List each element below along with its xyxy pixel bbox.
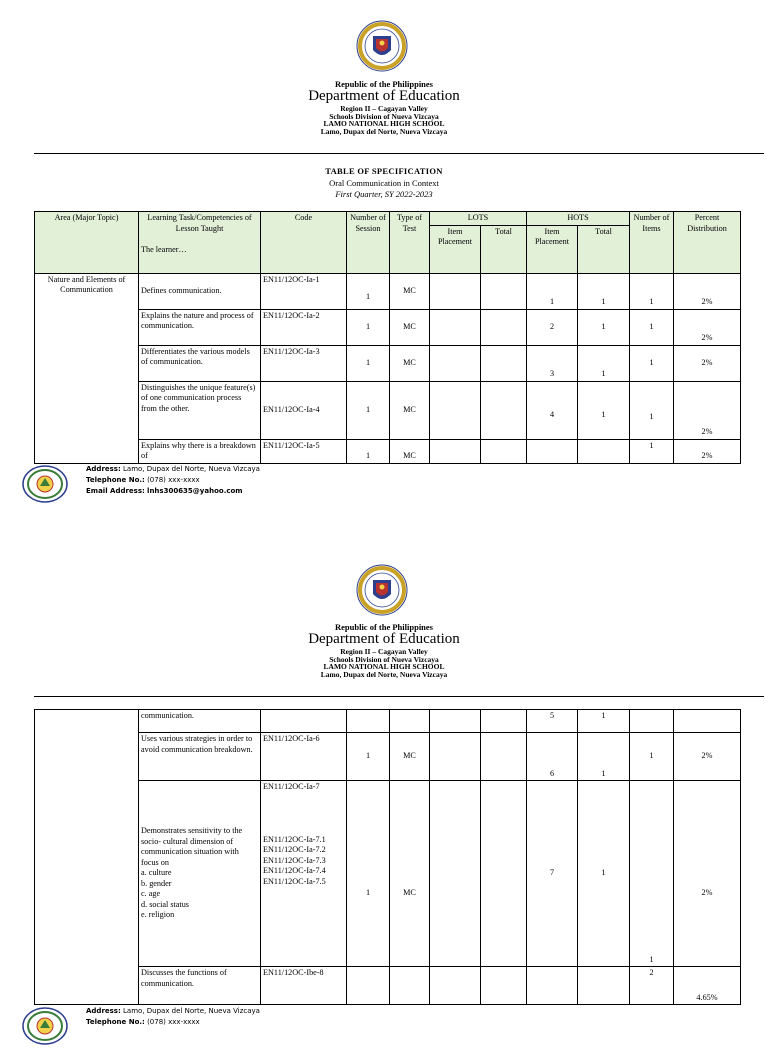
col-learning: Learning Task/Competencies of Lesson Taught The learner…	[139, 212, 261, 274]
hots-total-cell: 1	[578, 309, 630, 345]
session-cell: 1	[347, 309, 390, 345]
school-address: Lamo, Dupax del Norte, Nueva Vizcaya	[320, 127, 448, 137]
lots-total-cell	[481, 273, 527, 309]
footer-phone: Telephone No.: (078) xxx-xxxx	[86, 476, 200, 484]
hots-item-placement: Item Placement	[527, 225, 578, 273]
percent-cell: 2%	[674, 345, 741, 381]
code-cell	[261, 710, 347, 733]
deped-seal-icon	[356, 564, 408, 616]
lots-total-cell	[481, 345, 527, 381]
col-items: Number of Items	[630, 212, 674, 274]
session-cell	[347, 710, 390, 733]
lots-placement-cell	[430, 381, 481, 439]
area-cell: Nature and Elements of Communication	[35, 273, 139, 463]
area-cell	[35, 710, 139, 1005]
task-cell: Discusses the functions of communication.	[139, 967, 261, 1005]
code-cell: EN11/12OC-Ia-6	[261, 733, 347, 781]
footer-email: Email Address: lnhs300635@yahoo.com	[86, 487, 243, 495]
lots-total-cell	[481, 381, 527, 439]
col-lots: LOTS	[430, 212, 527, 226]
table-row	[35, 967, 741, 1005]
lots-total-cell	[481, 710, 527, 733]
task-cell: Defines communication.	[139, 273, 261, 309]
hots-placement-cell	[527, 967, 578, 1005]
code-cell: EN11/12OC-Ia-2	[261, 309, 347, 345]
percent-cell: 2%	[674, 309, 741, 345]
table-row	[35, 439, 741, 463]
col-code: Code	[261, 212, 347, 274]
hots-placement-cell: 3	[527, 345, 578, 381]
footer	[22, 1006, 522, 1048]
tos-period: First Quarter, SY 2022-2023	[335, 189, 433, 199]
lots-placement-cell	[430, 710, 481, 733]
col-percent: Percent Distribution	[674, 212, 741, 274]
percent-cell: 2%	[674, 381, 741, 439]
col-area: Area (Major Topic)	[35, 212, 139, 274]
percent-cell: 2%	[674, 273, 741, 309]
table-row	[35, 345, 741, 381]
task-cell: Differentiates the various models of communication.	[139, 345, 261, 381]
tos-subject: Oral Communication in Context	[329, 177, 439, 188]
hots-placement-cell: 2	[527, 309, 578, 345]
lots-placement-cell	[430, 309, 481, 345]
footer-address: Address: Lamo, Dupax del Norte, Nueva Vizcaya	[86, 465, 260, 473]
session-cell: 1	[347, 733, 390, 781]
lots-total-cell	[481, 967, 527, 1005]
hots-total-cell	[578, 439, 630, 463]
type-cell: MC	[390, 309, 430, 345]
division-label: Schools Division of Nueva Vizcaya	[329, 111, 439, 121]
percent-cell	[674, 710, 741, 733]
code-cell: EN11/12OC-Ibe-8	[261, 967, 347, 1005]
hots-total-cell: 1	[578, 710, 630, 733]
lots-placement-cell	[430, 273, 481, 309]
lots-placement-cell	[430, 733, 481, 781]
lots-total-cell	[481, 309, 527, 345]
table-row	[35, 309, 741, 345]
lots-item-placement: Item Placement	[430, 225, 481, 273]
items-cell: 1	[630, 733, 674, 781]
percent-cell: 2%	[674, 781, 741, 967]
type-cell: MC	[390, 733, 430, 781]
session-cell: 1	[347, 345, 390, 381]
lots-placement-cell	[430, 439, 481, 463]
deped-seal-icon	[356, 20, 408, 72]
hots-total: Total	[578, 225, 630, 273]
session-cell: 1	[347, 381, 390, 439]
hots-total-cell: 1	[578, 273, 630, 309]
task-cell: Distinguishes the unique feature(s) of one communication process from the other.	[139, 381, 261, 439]
footer	[22, 464, 522, 506]
school-logo-icon	[22, 1006, 68, 1046]
specification-table	[34, 211, 741, 464]
items-cell: 1	[630, 345, 674, 381]
code-cell: EN11/12OC-Ia-1	[261, 273, 347, 309]
items-cell: 1	[630, 439, 674, 463]
hots-total-cell: 1	[578, 381, 630, 439]
items-cell: 1	[630, 781, 674, 967]
hots-placement-cell	[527, 439, 578, 463]
code-cell: EN11/12OC-Ia-4	[261, 381, 347, 439]
hots-placement-cell: 1	[527, 273, 578, 309]
header-divider	[34, 696, 764, 697]
hots-total-cell: 1	[578, 733, 630, 781]
col-hots: HOTS	[527, 212, 630, 226]
lots-total: Total	[481, 225, 527, 273]
footer-address: Address: Lamo, Dupax del Norte, Nueva Vizcaya	[86, 1007, 260, 1015]
region-label: Region II – Cagayan Valley	[340, 103, 428, 113]
footer-phone: Telephone No.: (078) xxx-xxxx	[86, 1018, 200, 1026]
school-name: LAMO NATIONAL HIGH SCHOOL	[323, 662, 445, 672]
code-cell: EN11/12OC-Ia-3	[261, 345, 347, 381]
table-row	[35, 781, 741, 967]
type-cell: MC	[390, 381, 430, 439]
type-cell: MC	[390, 345, 430, 381]
type-cell	[390, 710, 430, 733]
specification-table-continued	[34, 709, 741, 1005]
type-cell: MC	[390, 439, 430, 463]
hots-placement-cell: 5	[527, 710, 578, 733]
school-logo-icon	[22, 464, 68, 504]
republic-label: Republic of the Philippines	[334, 622, 433, 632]
school-address: Lamo, Dupax del Norte, Nueva Vizcaya	[320, 670, 448, 680]
session-cell: 1	[347, 781, 390, 967]
items-cell: 1	[630, 381, 674, 439]
type-cell: MC	[390, 781, 430, 967]
lots-total-cell	[481, 781, 527, 967]
tos-title: TABLE OF SPECIFICATION	[325, 166, 443, 176]
page-2	[0, 512, 768, 1024]
percent-cell: 4.65%	[674, 967, 741, 1005]
percent-cell: 2%	[674, 733, 741, 781]
col-type: Type of Test	[390, 212, 430, 274]
items-cell: 2	[630, 967, 674, 1005]
region-label: Region II – Cagayan Valley	[340, 646, 428, 656]
hots-total-cell: 1	[578, 781, 630, 967]
lots-total-cell	[481, 439, 527, 463]
department-title: Department of Education	[308, 87, 460, 104]
lots-placement-cell	[430, 345, 481, 381]
col-sessions: Number of Session	[347, 212, 390, 274]
session-cell: 1	[347, 439, 390, 463]
type-cell: MC	[390, 273, 430, 309]
code-cell: EN11/12OC-Ia-5	[261, 439, 347, 463]
hots-placement-cell: 7	[527, 781, 578, 967]
items-cell: 1	[630, 309, 674, 345]
hots-placement-cell: 6	[527, 733, 578, 781]
percent-cell: 2%	[674, 439, 741, 463]
hots-placement-cell: 4	[527, 381, 578, 439]
table-row	[35, 273, 741, 309]
items-cell	[630, 710, 674, 733]
page-1	[0, 0, 768, 512]
session-cell	[347, 967, 390, 1005]
hots-total-cell	[578, 967, 630, 1005]
lots-placement-cell	[430, 967, 481, 1005]
lots-total-cell	[481, 733, 527, 781]
task-cell: communication.	[139, 710, 261, 733]
department-title: Department of Education	[308, 630, 460, 647]
task-cell: Demonstrates sensitivity to the socio- cultural dimension of communication situation with focus on a. culture b. gender c. age d. social status e. religion	[139, 781, 261, 967]
school-name: LAMO NATIONAL HIGH SCHOOL	[323, 119, 445, 129]
task-cell: Uses various strategies in order to avoid communication breakdown.	[139, 733, 261, 781]
task-cell: Explains the nature and process of communication.	[139, 309, 261, 345]
table-row	[35, 381, 741, 439]
header-row	[35, 212, 741, 226]
lots-placement-cell	[430, 781, 481, 967]
task-cell: Explains why there is a breakdown of	[139, 439, 261, 463]
table-row	[35, 733, 741, 781]
republic-label: Republic of the Philippines	[334, 79, 433, 89]
session-cell: 1	[347, 273, 390, 309]
code-cell: EN11/12OC-Ia-7 EN11/12OC-Ia-7.1 EN11/12OC-Ia-7.2 EN11/12OC-Ia-7.3 EN11/12OC-Ia-7.4 EN11/12OC-Ia-7.5	[261, 781, 347, 967]
division-label: Schools Division of Nueva Vizcaya	[329, 654, 439, 664]
type-cell	[390, 967, 430, 1005]
table-row	[35, 710, 741, 733]
items-cell: 1	[630, 273, 674, 309]
hots-total-cell: 1	[578, 345, 630, 381]
header-divider	[34, 153, 764, 154]
